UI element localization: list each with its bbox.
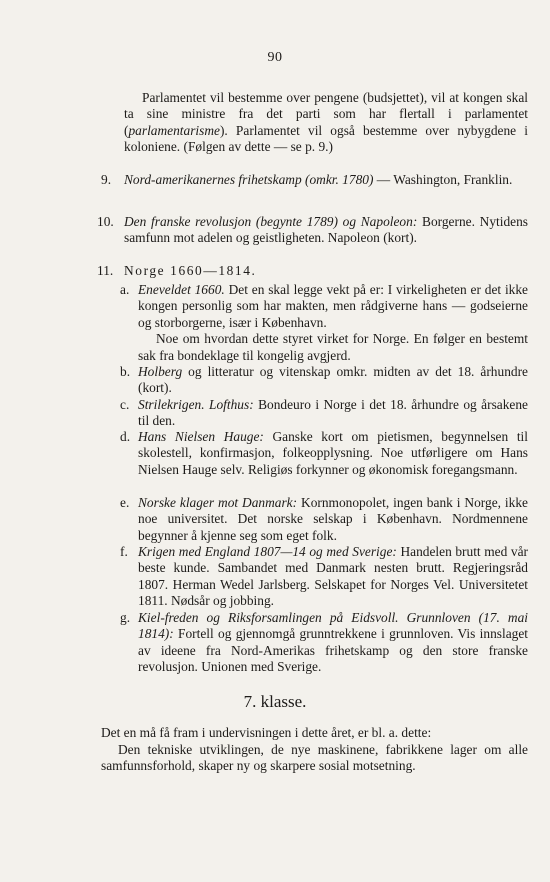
intro-term: parlamentarisme — [128, 122, 220, 138]
list-item — [138, 282, 528, 364]
list-item — [138, 495, 528, 544]
list-item — [138, 397, 528, 430]
item-title: Nord-amerikanernes frihetskamp (omkr. 1780) — [124, 172, 374, 187]
subitem-title: Hans Nielsen Hauge: — [138, 429, 264, 444]
closing-line-1: Det en må få fram i undervisningen i dette året, er bl. a. dette: — [101, 725, 432, 740]
intro-rest: ). Parlamentet vil også bestemme over nybygdene i koloniene. (Følgen av dette — se p. 9.) — [124, 122, 528, 155]
list-item — [138, 610, 528, 676]
list-item — [138, 544, 528, 610]
subitem-title: Strilekrigen. Lofthus: — [138, 397, 254, 412]
item-number: 11. — [97, 263, 114, 278]
subitem-letter: a. — [120, 282, 130, 297]
closing-text: Den tekniske utviklingen, de nye maskinene, fabrikkene lager om alle samfunnsforhold, skaper ny og skarpere sosial motsetning. — [101, 742, 528, 774]
subitem-letter: f. — [120, 544, 128, 559]
subitem-text: Handelen brutt med vår beste kunde. Sambandet med Danmark nesten brutt. Regjeringsråd 1807. Herman Wedel Jarlsberg. Selskapet for Norges Vel. Universitetet 1811. Nødsår og jobbing. — [138, 544, 528, 609]
section-heading-norge: Norge 1660—1814. — [124, 263, 257, 278]
subitem-text: Kornmonopolet, ingen bank i Norge, ikke noe universitet. Det norske selskap i København. Nordmennene begynner å kjenne seg som eget folk. — [138, 495, 528, 543]
subitem-title: Kiel-freden og Riksforsamlingen på Eidsvoll. Grunnloven (17. mai 1814): — [138, 610, 528, 642]
intro-text: Parlamentet vil bestemme over pengene (budsjettet), vil at kongen skal ta sine ministre fra det parti som har flertall i parlamentet ( — [124, 90, 528, 138]
subitem-letter: g. — [120, 610, 131, 625]
item-number: 9. — [101, 172, 112, 187]
subitem-title: Holberg — [138, 364, 183, 379]
subitem-extra: Noe om hvordan dette styret virket for Norge. En følger en bestemt sak fra bondeklage til kongelig avgjerd. — [138, 331, 528, 363]
class-heading: 7. klasse. — [243, 692, 307, 711]
subitem-text: Ganske kort om pietismen, begynnelsen til skolestell, konfirmasjon, folkeopplysning. Noe utførligere om Hans Nielsen Hauge selv. Religiøs forkynner og økonomisk foregangsmann. — [138, 429, 528, 477]
list-item — [138, 429, 528, 478]
subitem-text: Det en skal legge vekt på er: I virkeligheten er det ikke kongen personlig som har makten, men rådgiverne hans — godseierne og storborgerne, især i København. — [138, 282, 528, 330]
item-text: — Washington, Franklin. — [373, 172, 513, 187]
subitem-title: Norske klager mot Danmark: — [138, 495, 298, 510]
item-text: Borgerne. Nytidens samfunn mot adelen og geistligheten. Napoleon (kort). — [124, 214, 528, 246]
list-item — [124, 172, 528, 188]
item-number: 10. — [97, 214, 114, 229]
subitem-text: Fortell og gjennomgå grunntrekkene i grunnloven. Vis innslaget av ideene fra Nord-Amerikas frihetskamp og den store franske revolusjon. Unionen med Sverige. — [138, 626, 528, 675]
closing-line-2 — [101, 742, 528, 775]
item-title: Den franske revolusjon (begynte 1789) og Napoleon: — [124, 214, 418, 229]
subitem-letter: c. — [120, 397, 130, 412]
intro-paragraph — [124, 90, 528, 156]
subitem-letter: e. — [120, 495, 130, 510]
subitem-letter: d. — [120, 429, 131, 444]
subitem-text: Bondeuro i Norge i det 18. århundre og årsakene til den. — [138, 397, 528, 429]
subitem-text: og litteratur og vitenskap omkr. midten av det 18. århundre (kort). — [138, 364, 528, 396]
subitem-title: Krigen med England 1807—14 og med Sverige: — [138, 544, 397, 559]
subitem-letter: b. — [120, 364, 131, 379]
page-number: 90 — [267, 50, 283, 65]
list-item — [138, 364, 528, 397]
subitem-title: Eneveldet 1660. — [138, 282, 225, 297]
list-item — [124, 214, 528, 247]
